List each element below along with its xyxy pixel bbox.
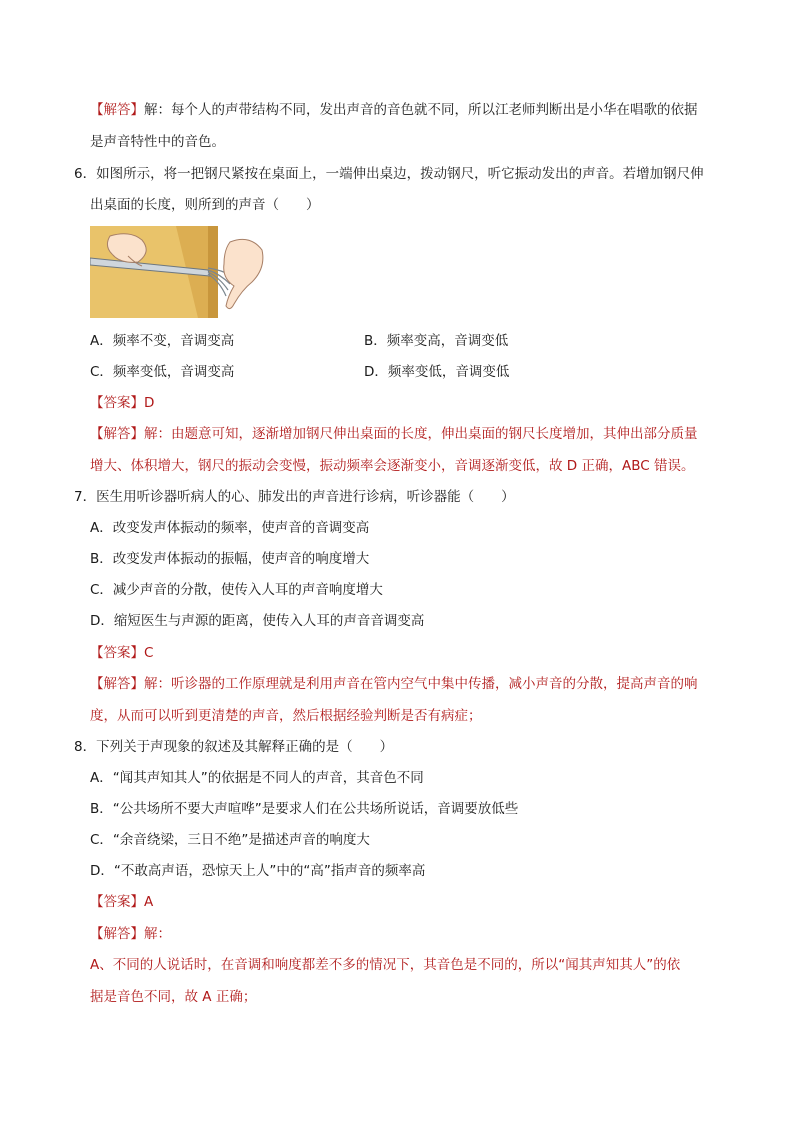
q6-stem-line1: 6．如图所示，将一把钢尺紧按在桌面上，一端伸出桌边，拨动钢尺，听它振动发出的声音。若增加钢尺伸 bbox=[74, 166, 704, 182]
answer-tag: 【答案】 bbox=[90, 645, 144, 661]
q8-explanation-head: 【解答】解： bbox=[90, 926, 171, 942]
answer-tag: 【答案】 bbox=[90, 395, 144, 411]
explanation-tag: 【解答】 bbox=[90, 926, 144, 942]
hand-plucking bbox=[224, 239, 263, 308]
ruler-on-table-figure bbox=[90, 226, 266, 318]
q6-option-d: D．频率变低，音调变低 bbox=[364, 364, 510, 380]
q6-explanation-line1: 【解答】解：由题意可知，逐渐增加钢尺伸出桌面的长度，伸出桌面的钢尺长度增加，其伸出部分质量 bbox=[90, 426, 698, 442]
q5-explanation-line2: 是声音特性中的音色。 bbox=[90, 134, 225, 150]
explanation-tag: 【解答】 bbox=[90, 676, 144, 692]
q6-answer: 【答案】D bbox=[90, 395, 155, 411]
q5-explanation-line1: 【解答】解：每个人的声带结构不同，发出声音的音色就不同，所以江老师判断出是小华在唱歌的依据 bbox=[90, 102, 698, 118]
q6-option-a: A．频率不变，音调变高 bbox=[90, 333, 235, 349]
q7-option-d: D．缩短医生与声源的距离，使传入人耳的声音音调变高 bbox=[90, 613, 425, 629]
explanation-tag: 【解答】 bbox=[90, 426, 144, 442]
q8-explanation-line1: A、不同的人说话时，在音调和响度都差不多的情况下，其音色是不同的，所以“闻其声知其人”的依 bbox=[90, 957, 681, 973]
q6-stem-line2: 出桌面的长度，则所到的声音（ ） bbox=[90, 197, 320, 213]
q8-option-c: C．“余音绕梁，三日不绝”是描述声音的响度大 bbox=[90, 832, 370, 848]
answer-tag: 【答案】 bbox=[90, 894, 144, 910]
q6-option-b: B．频率变高，音调变低 bbox=[364, 333, 509, 349]
q8-option-b: B．“公共场所不要大声喧哗”是要求人们在公共场所说话，音调要放低些 bbox=[90, 801, 519, 817]
q7-explanation-line1: 【解答】解：听诊器的工作原理就是利用声音在管内空气中集中传播，减小声音的分散，提高声音的响 bbox=[90, 676, 698, 692]
explanation-tag: 【解答】 bbox=[90, 102, 144, 118]
q7-answer: 【答案】C bbox=[90, 645, 154, 661]
q7-explanation-line2: 度，从而可以听到更清楚的声音，然后根据经验判断是否有病症； bbox=[90, 708, 482, 724]
q8-stem: 8．下列关于声现象的叙述及其解释正确的是（ ） bbox=[74, 739, 394, 755]
q8-answer: 【答案】A bbox=[90, 894, 154, 910]
q8-option-d: D．“不敢高声语，恐惊天上人”中的“高”指声音的频率高 bbox=[90, 863, 426, 879]
q7-option-a: A．改变发声体振动的频率，使声音的音调变高 bbox=[90, 520, 370, 536]
q8-explanation-line2: 据是音色不同，故 A 正确； bbox=[90, 989, 257, 1005]
q6-explanation-line2: 增大、体积增大，钢尺的振动会变慢，振动频率会逐渐变小，音调逐渐变低，故 D 正确，ABC 错误。 bbox=[90, 458, 695, 474]
q7-stem: 7．医生用听诊器听病人的心、肺发出的声音进行诊病，听诊器能（ ） bbox=[74, 489, 515, 505]
q7-option-c: C．减少声音的分散，使传入人耳的声音响度增大 bbox=[90, 582, 383, 598]
q6-option-c: C．频率变低，音调变高 bbox=[90, 364, 235, 380]
q8-option-a: A．“闻其声知其人”的依据是不同人的声音，其音色不同 bbox=[90, 770, 424, 786]
q7-option-b: B．改变发声体振动的振幅，使声音的响度增大 bbox=[90, 551, 370, 567]
